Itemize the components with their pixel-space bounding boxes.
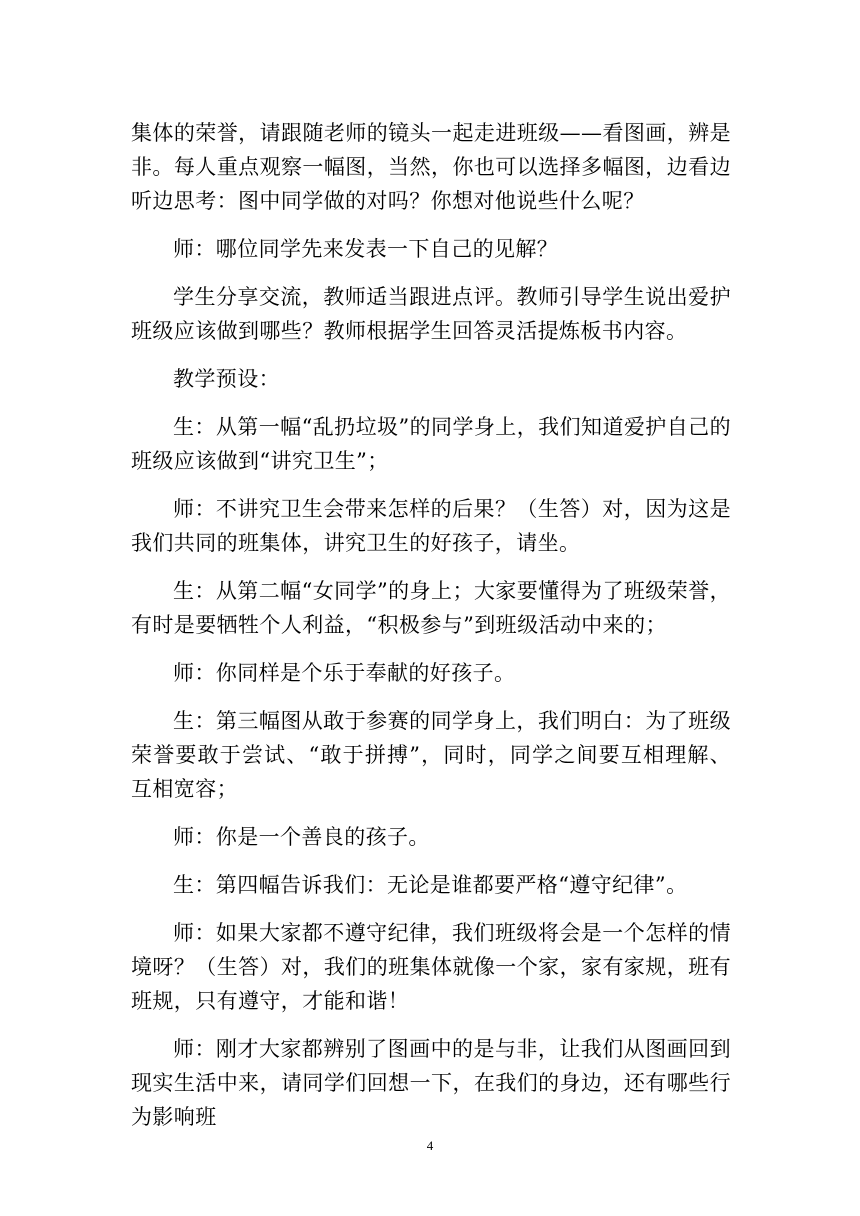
paragraph: 师：哪位同学先来发表一下自己的见解？ — [173, 237, 559, 261]
paragraph: 生：第三幅图从敢于参赛的同学身上，我们明白：为了班级荣誉要敢于尝试、“敢于拼搏”，同时，同学之间要互相理解、互相宽容； — [131, 709, 731, 801]
document-body — [131, 116, 731, 1148]
paragraph: 生：从第二幅“女同学”的身上；大家要懂得为了班级荣誉，有时是要牺牲个人利益，“积极参与”到班级活动中来的； — [131, 579, 731, 637]
paragraph: 师：刚才大家都辨别了图画中的是与非，让我们从图画回到现实生活中来，请同学们回想一下，在我们的身边，还有哪些行为影响班 — [131, 1037, 731, 1129]
paragraph: 师：不讲究卫生会带来怎样的后果？（生答）对，因为这是我们共同的班集体，讲究卫生的好孩子，请坐。 — [131, 497, 731, 555]
paragraph: 师：你同样是个乐于奉献的好孩子。 — [173, 661, 516, 685]
paragraph: 学生分享交流，教师适当跟进点评。教师引导学生说出爱护班级应该做到哪些？教师根据学生回答灵活提炼板书内容。 — [131, 285, 731, 343]
paragraph: 生：从第一幅“乱扔垃圾”的同学身上，我们知道爱护自己的班级应该做到“讲究卫生”； — [131, 415, 731, 473]
page-number: 4 — [426, 1138, 434, 1153]
paragraph: 生：第四幅告诉我们：无论是谁都要严格“遵守纪律”。 — [173, 873, 688, 897]
paragraph: 教学预设： — [173, 367, 280, 391]
paragraph: 师：如果大家都不遵守纪律，我们班级将会是一个怎样的情境呀？（生答）对，我们的班集体就像一个家，家有家规，班有班规，只有遵守，才能和谐！ — [131, 921, 731, 1013]
paragraph: 师：你是一个善良的孩子。 — [173, 825, 430, 849]
paragraph: 集体的荣誉，请跟随老师的镜头一起走进班级——看图画，辨是非。每人重点观察一幅图，当然，你也可以选择多幅图，边看边听边思考：图中同学做的对吗？你想对他说些什么呢？ — [131, 121, 731, 213]
